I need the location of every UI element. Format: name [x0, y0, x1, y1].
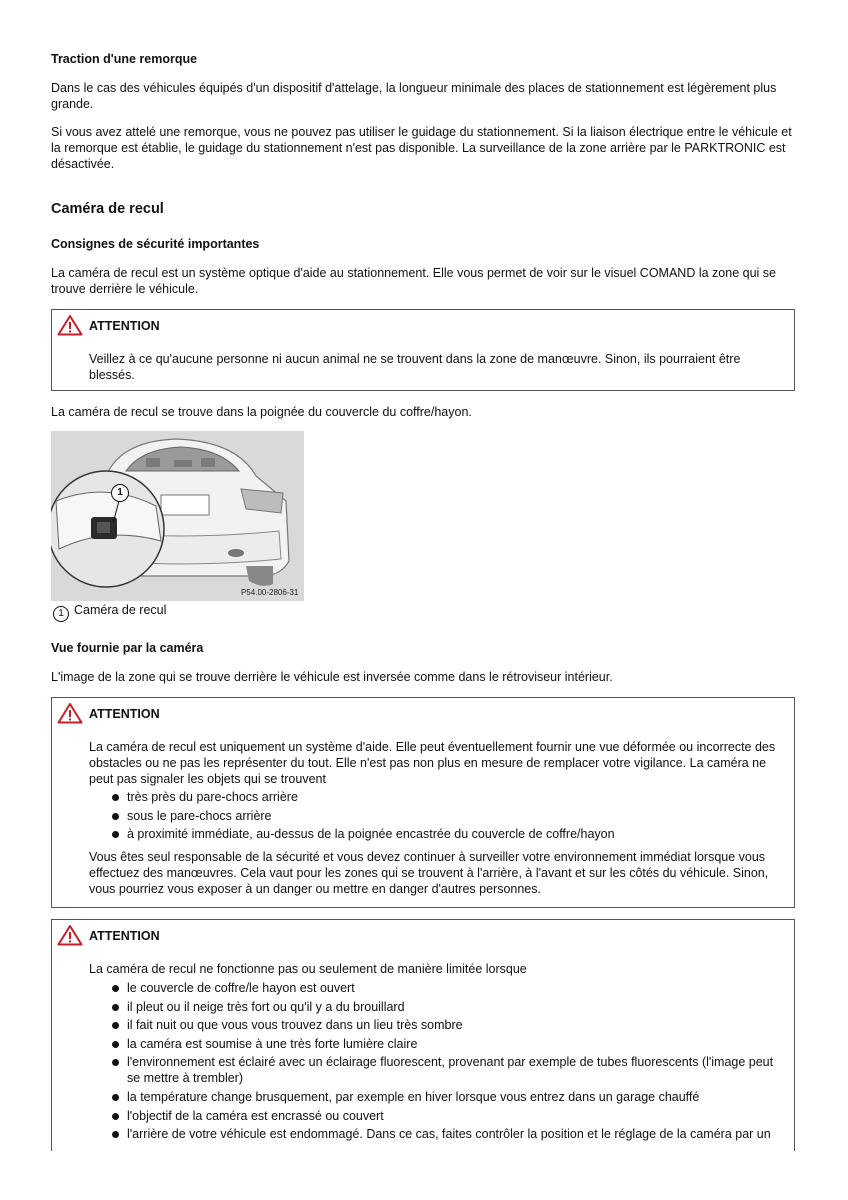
list-item: il fait nuit ou que vous vous trouvez dans un lieu très sombre — [89, 1017, 789, 1033]
warning-bullet-list — [89, 980, 789, 1145]
safety-paragraph: La caméra de recul est un système optique d'aide au stationnement. Elle vous permet de voir sur le visuel COMAND la zone qui se trouve derrière le véhicule. — [51, 266, 776, 296]
view-paragraph: L'image de la zone qui se trouve derrière le véhicule est inversée comme dans le rétroviseur intérieur. — [51, 670, 613, 684]
caption-callout-number: 1 — [53, 606, 69, 622]
warning-text: Veillez à ce qu'aucune personne ni aucun animal ne se trouvent dans la zone de manœuvre. Sinon, ils pourraient être blessés. — [89, 352, 741, 382]
figure-code: P54.00-2806-31 — [241, 588, 299, 597]
warning-box-3 — [51, 919, 795, 1151]
warning-title: ATTENTION — [89, 319, 160, 333]
trailer-paragraph-2: Si vous avez attelé une remorque, vous ne pouvez pas utiliser le guidage du stationnement. Si la liaison électrique entre le véhicule et la remorque est établie, le guidage du stationnement n'est pas disponible. La surveillance de la zone arrière par le PARKTRONIC est désactivée. — [51, 125, 792, 171]
safety-heading: Consignes de sécurité importantes — [51, 237, 260, 251]
warning-bullet-list — [89, 789, 789, 845]
warning-title: ATTENTION — [89, 707, 160, 721]
list-item: à proximité immédiate, au-dessus de la poignée encastrée du couvercle de coffre/hayon — [89, 826, 789, 842]
list-item: l'objectif de la caméra est encrassé ou couvert — [89, 1108, 789, 1124]
warning-title: ATTENTION — [89, 929, 160, 943]
warning-intro: La caméra de recul ne fonctionne pas ou seulement de manière limitée lorsque — [89, 962, 527, 976]
view-heading: Vue fournie par la caméra — [51, 641, 204, 655]
figure-callout-number: 1 — [111, 484, 129, 502]
caption-text: Caméra de recul — [74, 603, 167, 617]
car-rear-illustration — [51, 431, 304, 601]
list-item: sous le pare-chocs arrière — [89, 808, 789, 824]
list-item: la caméra est soumise à une très forte lumière claire — [89, 1036, 789, 1052]
warning-intro: La caméra de recul est uniquement un système d'aide. Elle peut éventuellement fournir une vue déformée ou incorrecte des obstacles ou ne pas les représenter du tout. Elle n'est pas non plus en mesure de remplacer votre vigilance. La caméra ne peut pas signaler les objets qui se trouvent — [89, 740, 776, 786]
warning-outro: Vous êtes seul responsable de la sécurité et vous devez continuer à surveiller votre environnement immédiat lorsque vous effectuez des manœuvres. Cela vaut pour les zones qui se trouvent à l'arrière, à l'avant et sur les côtés du véhicule. Sinon, vous pourriez vous exposer à un danger ou mettre en danger d'autres personnes. — [89, 850, 769, 896]
list-item: très près du pare-chocs arrière — [89, 789, 789, 805]
list-item: l'environnement est éclairé avec un éclairage fluorescent, provenant par exemple de tubes fluorescents (l'image peut se mettre à trembler) — [89, 1054, 789, 1086]
list-item: la température change brusquement, par exemple en hiver lorsque vous entrez dans un garage chauffé — [89, 1089, 789, 1105]
list-item: le couvercle de coffre/le hayon est ouvert — [89, 980, 789, 996]
warning-triangle-icon — [57, 702, 83, 724]
rear-camera-figure — [51, 431, 304, 601]
warning-triangle-icon — [57, 924, 83, 946]
camera-heading: Caméra de recul — [51, 201, 164, 217]
location-paragraph: La caméra de recul se trouve dans la poignée du couvercle du coffre/hayon. — [51, 405, 472, 419]
trailer-heading: Traction d'une remorque — [51, 52, 198, 66]
warning-box-2 — [51, 697, 795, 908]
figure-caption — [53, 603, 166, 622]
trailer-paragraph-1: Dans le cas des véhicules équipés d'un dispositif d'attelage, la longueur minimale des places de stationnement est légèrement plus grande. — [51, 81, 777, 111]
list-item: il pleut ou il neige très fort ou qu'il y a du brouillard — [89, 999, 789, 1015]
list-item: l'arrière de votre véhicule est endommagé. Dans ce cas, faites contrôler la position et le réglage de la caméra par un — [89, 1126, 789, 1142]
warning-triangle-icon — [57, 314, 83, 336]
warning-box-1 — [51, 309, 795, 391]
